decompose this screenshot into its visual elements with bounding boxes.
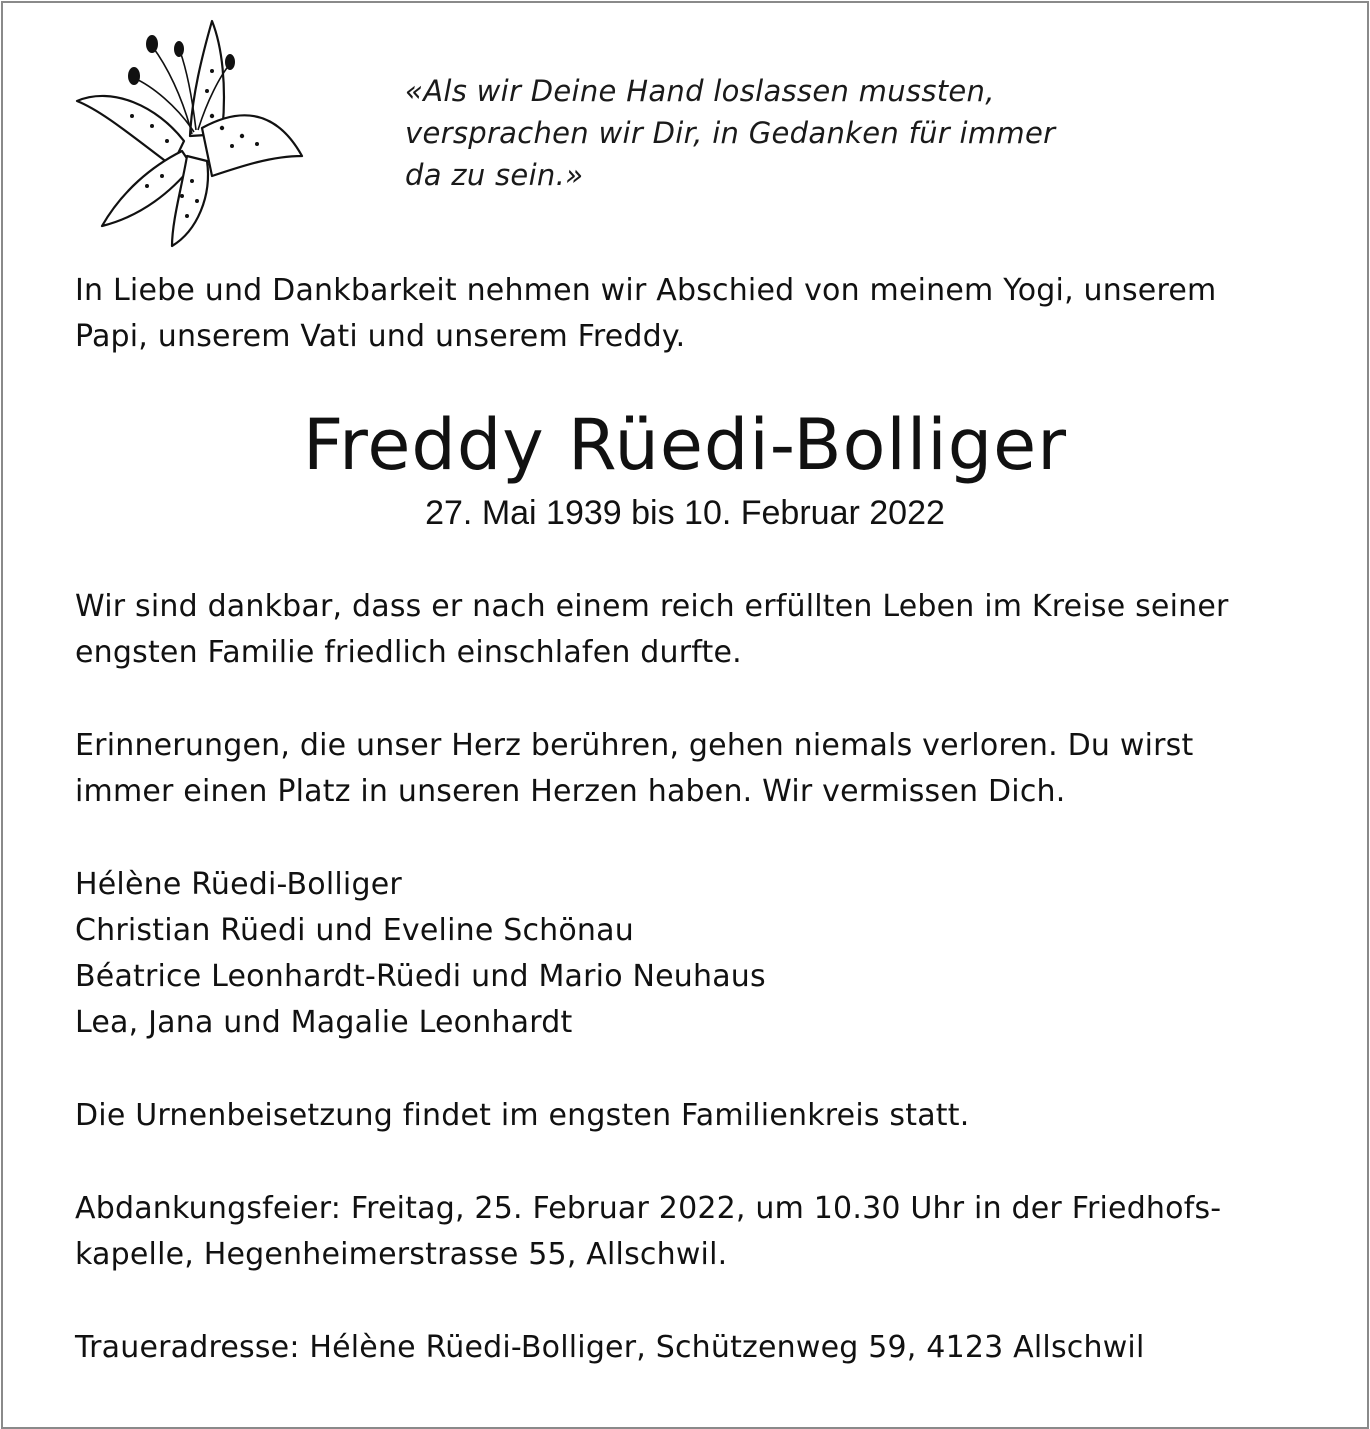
service-line: Abdankungsfeier: Freitag, 25. Februar 2022, um 10.30 Uhr in der Friedhofs-	[75, 1191, 1222, 1226]
address-line: Traueradresse: Hélène Rüedi-Bolliger, Schützenweg 59, 4123 Allschwil	[75, 1330, 1145, 1365]
intro-line: In Liebe und Dankbarkeit nehmen wir Abschied von meinem Yogi, unserem	[75, 273, 1217, 308]
memories-line: Erinnerungen, die unser Herz berühren, gehen niemals verloren. Du wirst	[75, 728, 1194, 763]
deceased-name: Freddy Rüedi-Bolliger	[302, 404, 1068, 486]
mourner-name: Hélène Rüedi-Bolliger	[75, 867, 402, 902]
gratitude-paragraph	[75, 584, 1315, 676]
mourning-address	[75, 1325, 1315, 1371]
service-line: kapelle, Hegenheimerstrasse 55, Allschwil.	[75, 1237, 728, 1272]
quote-line: versprachen wir Dir, in Gedanken für immer	[405, 116, 1056, 150]
intro-paragraph	[75, 268, 1315, 360]
epigraph-quote	[405, 70, 1305, 196]
gratitude-line: Wir sind dankbar, dass er nach einem reich erfüllten Leben im Kreise seiner	[75, 589, 1229, 624]
service-notice	[75, 1186, 1315, 1278]
quote-line: da zu sein.»	[405, 158, 584, 192]
memories-paragraph	[75, 723, 1315, 815]
mourner-name: Béatrice Leonhardt-Rüedi und Mario Neuhaus	[75, 959, 766, 994]
burial-notice	[75, 1093, 1315, 1139]
mourner-name: Lea, Jana und Magalie Leonhardt	[75, 1005, 573, 1040]
mourner-name: Christian Rüedi und Eveline Schönau	[75, 913, 634, 948]
life-dates: 27. Mai 1939 bis 10. Februar 2022	[425, 494, 945, 532]
mourners-list	[75, 862, 1315, 1046]
gratitude-line: engsten Familie friedlich einschlafen durfte.	[75, 635, 742, 670]
lily-flower-illustration	[72, 16, 304, 250]
burial-line: Die Urnenbeisetzung findet im engsten Familienkreis statt.	[75, 1098, 970, 1133]
quote-line: «Als wir Deine Hand loslassen mussten,	[405, 74, 995, 108]
intro-line: Papi, unserem Vati und unserem Freddy.	[75, 319, 686, 354]
memories-line: immer einen Platz in unseren Herzen haben. Wir vermissen Dich.	[75, 774, 1066, 809]
